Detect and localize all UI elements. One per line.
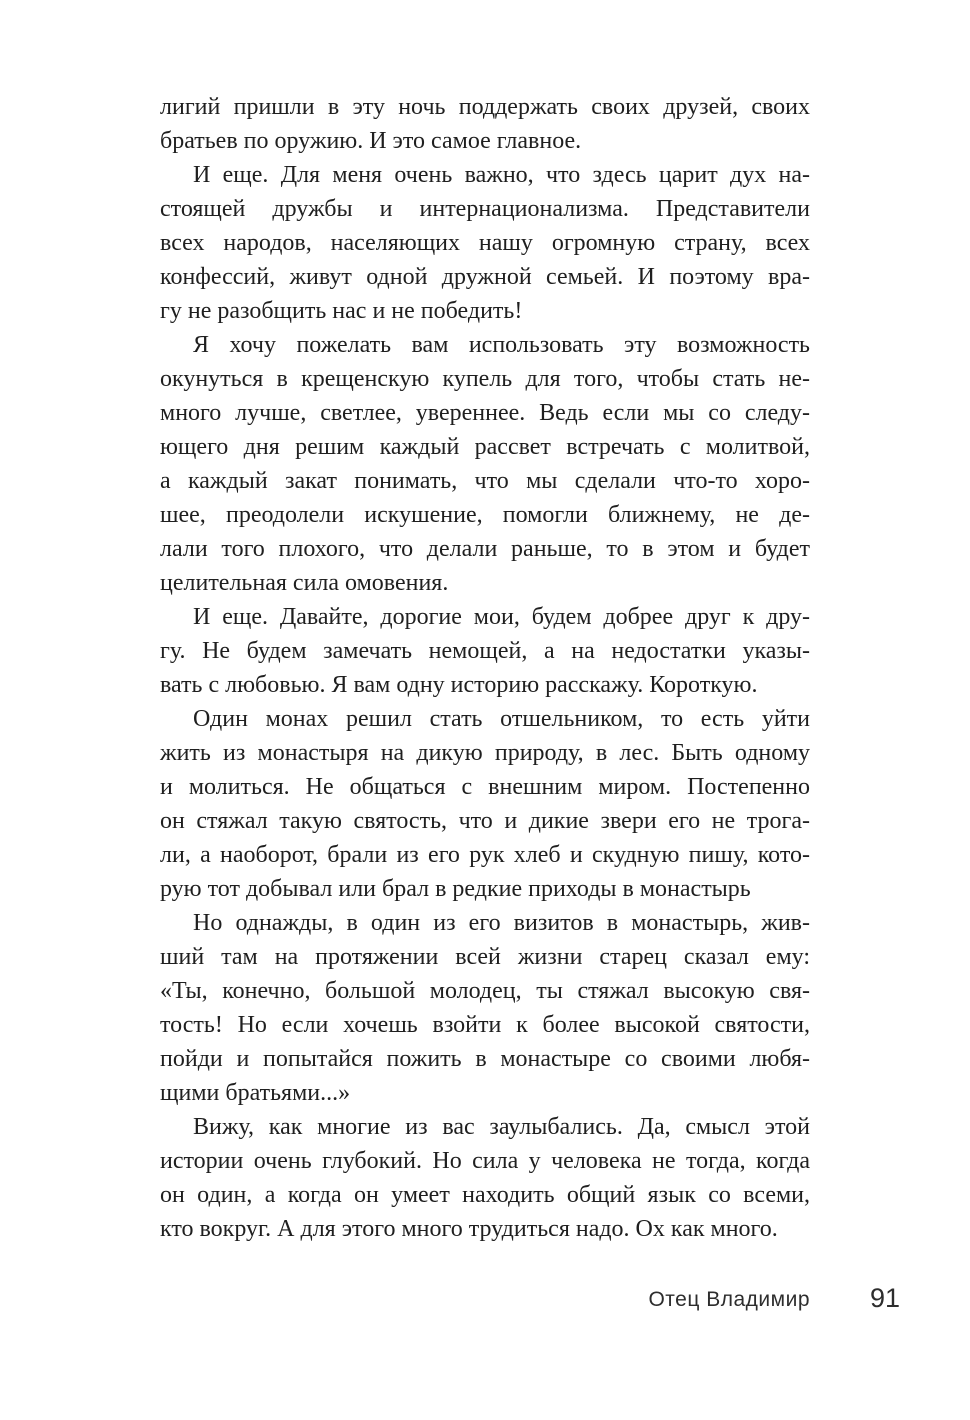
text-line: а каждый закат понимать, что мы сделали что-то хоро- (160, 468, 810, 494)
text-line: жить из монастыря на дикую природу, в лес. Быть одному (160, 740, 810, 766)
text-line: стоящей дружбы и интернационализма. Представители (160, 196, 810, 222)
text-line: «Ты, конечно, большой молодец, ты стяжал высокую свя- (160, 978, 810, 1004)
running-title: Отец Владимир (648, 1288, 810, 1311)
paragraph (160, 328, 810, 600)
text-line: он один, а когда он умеет находить общий язык со всеми, (160, 1182, 810, 1208)
page-number: 91 (869, 1283, 900, 1313)
paragraph (160, 158, 810, 328)
text-line: И еще. Для меня очень важно, что здесь царит дух на- (193, 162, 810, 188)
text-line: Один монах решил стать отшельником, то есть уйти (193, 706, 810, 732)
paragraph (160, 1110, 810, 1246)
text-line: тость! Но если хочешь взойти к более высокой святости, (160, 1012, 810, 1038)
text-line: лигий пришли в эту ночь поддержать своих друзей, своих (160, 94, 810, 120)
text-line: конфессий, живут одной дружной семьей. И поэтому вра- (160, 264, 810, 290)
text-line: целительная сила омовения. (160, 570, 449, 596)
text-line: Вижу, как многие из вас заулыбались. Да, смысл этой (193, 1114, 810, 1140)
text-line: истории очень глубокий. Но сила у человека не тогда, когда (160, 1148, 810, 1174)
page-body (160, 90, 810, 1246)
text-line: ший там на протяжении всей жизни старец сказал ему: (160, 944, 810, 970)
text-line: шее, преодолели искушение, помогли ближнему, не де- (160, 502, 810, 528)
text-line: пойди и попытайся пожить в монастыре со своими любя- (160, 1046, 810, 1072)
text-line: И еще. Давайте, дорогие мои, будем добрее друг к дру- (193, 604, 810, 630)
text-line: Я хочу пожелать вам использовать эту возможность (193, 332, 810, 358)
text-line: щими братьями...» (160, 1080, 351, 1106)
text-line: рую тот добывал или брал в редкие приходы в монастырь (160, 876, 751, 902)
paragraph (160, 600, 810, 702)
text-line: он стяжал такую святость, что и дикие звери его не трога- (160, 808, 810, 834)
text-line: много лучше, светлее, увереннее. Ведь если мы со следу- (160, 400, 810, 426)
paragraph (160, 906, 810, 1110)
text-line: лали того плохого, что делали раньше, то в этом и будет (160, 536, 810, 562)
text-line: ющего дня решим каждый рассвет встречать с молитвой, (160, 434, 810, 460)
text-line: ли, а наоборот, брали из его рук хлеб и скудную пишу, кото- (160, 842, 810, 868)
text-line: гу не разобщить нас и не победить! (160, 298, 523, 324)
text-line: и молиться. Не общаться с внешним миром. Постепенно (160, 774, 810, 800)
text-line: вать с любовью. Я вам одну историю расскажу. Короткую. (160, 672, 758, 698)
text-line: всех народов, населяющих нашу огромную страну, всех (160, 230, 810, 256)
text-line: окунуться в крещенскую купель для того, чтобы стать не- (160, 366, 810, 392)
text-line: гу. Не будем замечать немощей, а на недостатки указы- (160, 638, 810, 664)
text-line: братьев по оружию. И это самое главное. (160, 128, 582, 154)
paragraph (160, 90, 810, 158)
text-line: кто вокруг. А для этого много трудиться надо. Ох как много. (160, 1216, 778, 1242)
paragraph (160, 702, 810, 906)
text-line: Но однажды, в один из его визитов в монастырь, жив- (193, 910, 810, 936)
